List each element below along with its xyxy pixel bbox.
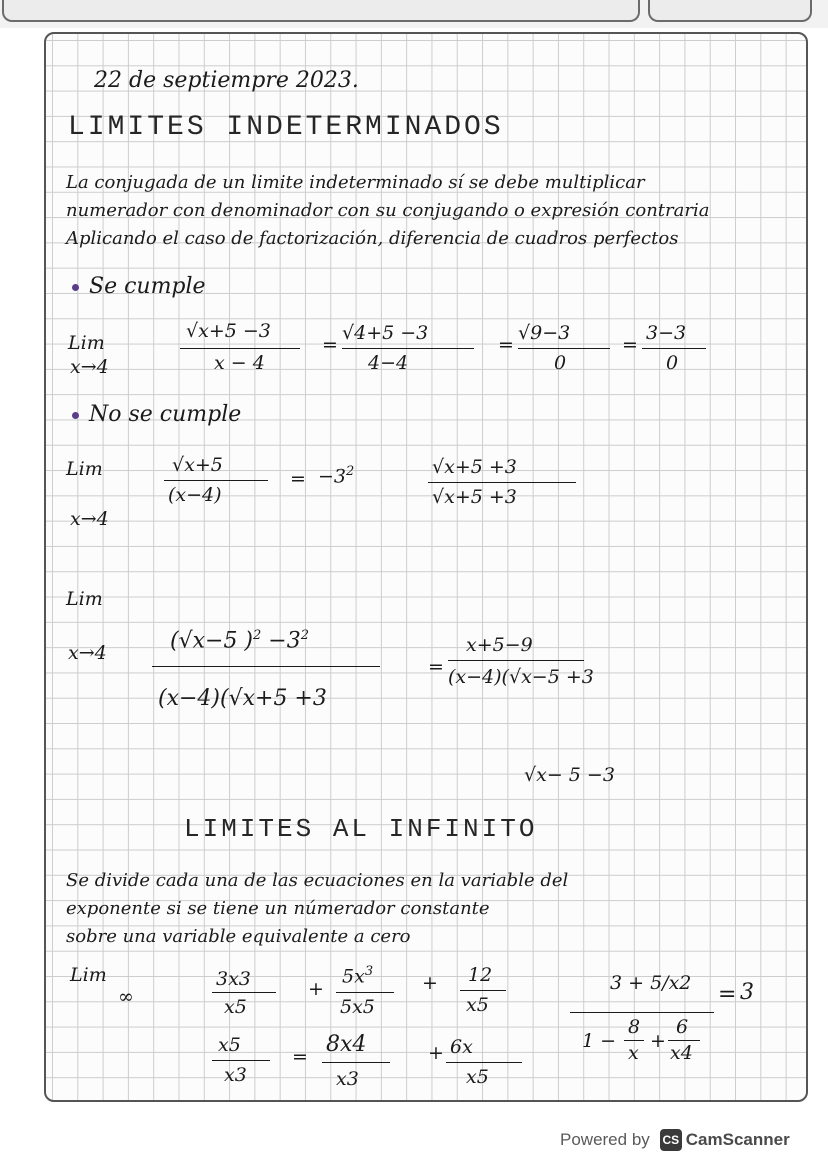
fraction-bar [642,348,706,349]
fraction-bar [668,1040,700,1041]
fraction-denominator: √x+5 +3 [432,486,517,508]
term-text: 5x [342,965,365,988]
expression-term [318,464,354,487]
fraction-bar [518,348,610,349]
fraction-numerator: 3x3 [216,968,251,990]
notebook-tab-right [648,0,812,22]
paragraph-line: numerador con denominador con su conjugando o expresión contraria [66,200,710,221]
fraction-numerator: 12 [468,964,493,986]
paragraph-line: Aplicando el caso de factorización, diferencia de cuadros perfectos [66,228,679,249]
equals-sign: = [290,468,306,490]
fraction-denominator: x5 [466,994,489,1016]
lim-label: Lim [66,588,103,610]
equals-sign: = [292,1046,308,1068]
term-exponent: 2 [346,464,355,479]
fraction-numerator: x+5−9 [466,634,533,656]
fraction-bar [428,482,576,483]
lim-label: Lim [68,332,105,354]
fraction-bar [342,348,474,349]
bullet-se-cumple [72,274,206,299]
fraction-numerator: 8 [628,1016,641,1038]
fraction-bar [446,1062,522,1063]
fraction-numerator [170,628,309,653]
bullet-label: No se cumple [89,402,242,427]
fraction-denominator: 5x5 [340,996,375,1018]
fraction-denominator: 1 − [582,1030,617,1052]
equals-sign: = [498,334,514,356]
fraction-numerator: 8x4 [326,1032,367,1057]
fraction-denominator: x3 [336,1068,359,1090]
fraction-bar [448,660,584,661]
fraction-denominator: x3 [224,1064,247,1086]
fraction-numerator: 6 [676,1016,689,1038]
notebook-page [44,32,808,1102]
paragraph-line: sobre una variable equivalente a cero [66,926,411,947]
fraction-denominator: x [628,1042,639,1064]
fraction-bar [336,992,394,993]
fraction-bar [164,480,268,481]
fraction-bar [212,992,276,993]
equals-sign: = [622,334,638,356]
paragraph-line: exponente si se tiene un númerador constante [66,898,490,919]
title-limites-indeterminados: LIMITES INDETERMINADOS [68,112,504,143]
bullet-dot-icon [72,284,79,291]
fraction-denominator: x5 [466,1066,489,1088]
plus-sign: + [428,1042,444,1064]
term-exponent: 2 [253,628,262,643]
fraction-numerator: √x+5 [172,454,223,476]
notebook-tab-left [2,0,640,22]
term-text: (√x−5 ) [170,628,254,654]
fraction-numerator: √x+5 +3 [432,456,517,478]
bullet-label: Se cumple [89,274,206,299]
fraction-bar [460,990,506,991]
fraction-numerator: 3−3 [646,322,687,344]
fraction-denominator: 0 [554,352,567,374]
term-exponent: 2 [300,628,310,643]
lim-subscript: x→4 [70,508,109,530]
fraction-denominator: x − 4 [214,352,265,374]
term-text: −3 [261,628,301,654]
paragraph-line: Se divide cada una de las ecuaciones en la variable del [66,870,569,891]
date-heading: 22 de septiempre 2023. [94,68,359,93]
powered-by-text: Powered by [560,1130,650,1149]
fraction-numerator: √x+5 −3 [186,320,271,342]
fraction-bar [212,1060,270,1061]
fraction-denominator: (x−4)(√x−5 +3 [448,666,594,688]
bullet-no-se-cumple [72,402,241,427]
fraction-numerator [342,964,373,987]
fraction-denominator: x5 [224,996,247,1018]
title-limites-al-infinito: LIMITES AL INFINITO [184,814,538,844]
fraction-bar [152,666,380,667]
fraction-denominator: (x−4)(√x+5 +3 [158,686,327,711]
bullet-dot-icon [72,412,79,419]
plus-sign: + [650,1030,666,1052]
fraction-denominator: x4 [670,1042,693,1064]
fraction-numerator: √4+5 −3 [342,322,429,344]
fraction-bar [180,348,300,349]
term-exponent: 3 [364,964,374,979]
camscanner-logo-icon: CS [660,1129,682,1151]
fraction-denominator: (x−4) [168,484,222,506]
fraction-bar [624,1040,644,1041]
paragraph-line: La conjugada de un limite indeterminado sí se debe multiplicar [66,172,645,193]
fraction-numerator: √9−3 [518,322,571,344]
lim-label: Lim [70,964,107,986]
camscanner-brand: CamScanner [685,1130,790,1149]
equals-sign: = [718,982,737,1007]
fraction-denominator: 0 [666,352,679,374]
result-value: 3 [740,980,754,1005]
fraction-numerator: x5 [218,1034,241,1056]
lim-subscript: x→4 [70,356,109,378]
expression-term: √x− 5 −3 [524,764,615,786]
fraction-bar [570,1012,714,1013]
lim-label: Lim [66,458,103,480]
lim-subscript: x→4 [68,642,107,664]
equals-sign: = [428,656,444,678]
camscanner-watermark [560,1128,790,1152]
equals-sign: = [322,334,338,356]
plus-sign: + [422,972,438,994]
term-text: −3 [318,465,347,488]
fraction-numerator: 3 + 5/x2 [610,972,692,994]
fraction-numerator: 6x [450,1036,473,1058]
fraction-denominator: 4−4 [368,352,409,374]
plus-sign: + [308,978,324,1000]
fraction-bar [322,1062,390,1063]
lim-subscript: ∞ [118,986,134,1008]
